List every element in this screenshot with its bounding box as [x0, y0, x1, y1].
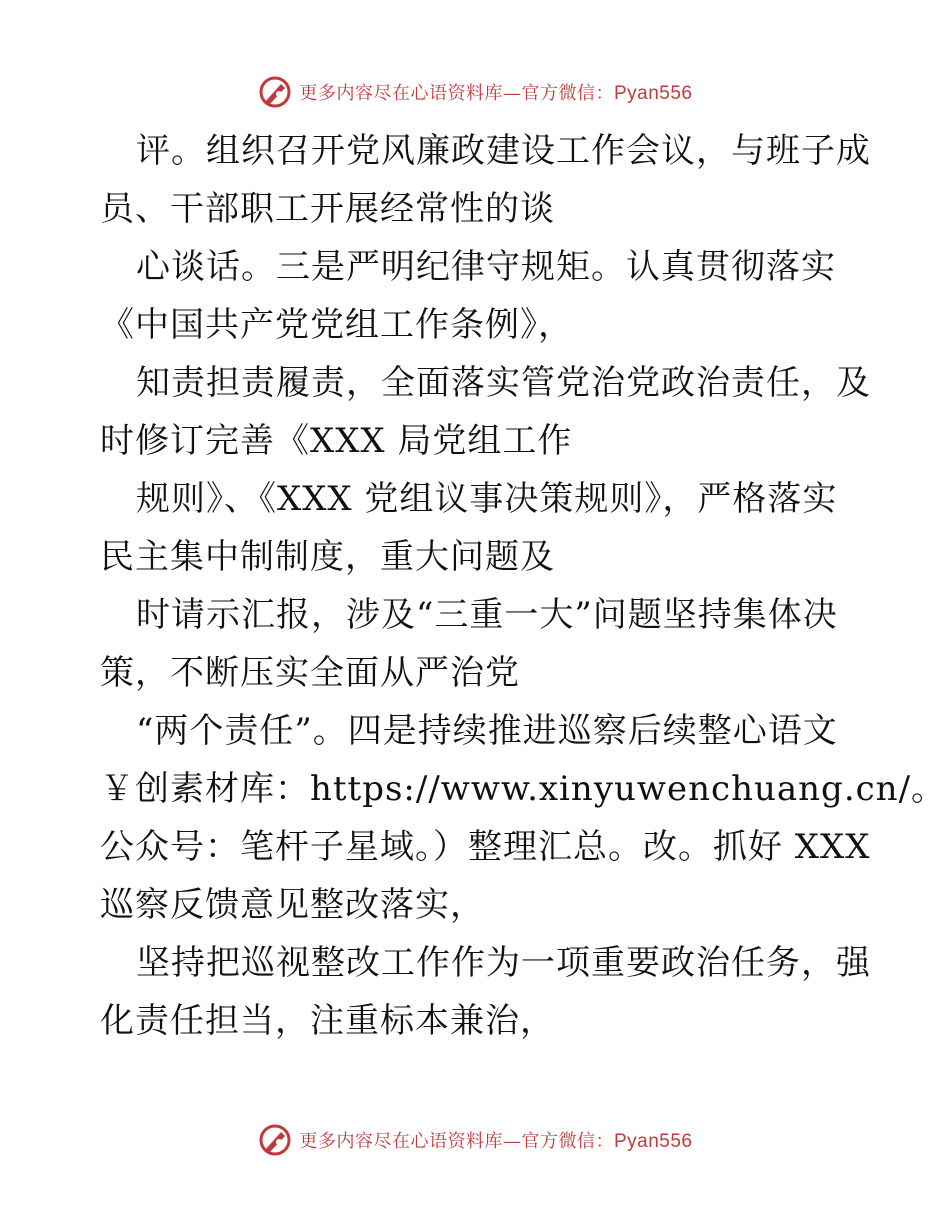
body-line: 策，不断压实全面从严治党: [100, 653, 520, 693]
header-watermark: [0, 72, 950, 112]
body-line: 时请示汇报，涉及“三重一大”问题坚持集体决: [136, 595, 838, 635]
body-line: 规则》、《XXX 党组议事决策规则》，严格落实: [136, 479, 838, 519]
pen-logo-icon: [257, 74, 293, 110]
body-line: 公众号：笔杆子星域。）整理汇总。改。抓好 XXX: [100, 827, 871, 867]
body-line: 心谈话。三是严明纪律守规矩。认真贯彻落实: [136, 247, 836, 287]
body-line: 化责任担当，注重标本兼治，: [100, 1001, 555, 1041]
body-line: 坚持把巡视整改工作作为一项重要政治任务，强: [136, 943, 871, 983]
body-line: 《中国共产党党组工作条例》，: [100, 305, 573, 345]
body-line: 巡察反馈意见整改落实，: [100, 885, 485, 925]
body-line: 时修订完善《XXX 局党组工作: [100, 421, 573, 461]
watermark-text: 更多内容尽在心语资料库—官方微信：Pyan556: [299, 83, 693, 104]
body-line: 评。组织召开党风廉政建设工作会议，与班子成: [136, 131, 871, 171]
body-line: 民主集中制制度，重大问题及: [100, 537, 555, 577]
document-body: [100, 122, 947, 1050]
body-line: “两个责任”。四是持续推进巡察后续整心语文: [136, 711, 838, 751]
footer-watermark: [0, 1120, 950, 1160]
watermark-text: 更多内容尽在心语资料库—官方微信：Pyan556: [299, 1131, 693, 1152]
pen-logo-icon: [257, 1122, 293, 1158]
body-line: 知责担责履责，全面落实管党治党政治责任，及: [136, 363, 871, 403]
body-line: 员、干部职工开展经常性的谈: [100, 189, 555, 229]
body-line: ￥创素材库：https://www.xinyuwenchuang.cn/。: [100, 769, 947, 809]
